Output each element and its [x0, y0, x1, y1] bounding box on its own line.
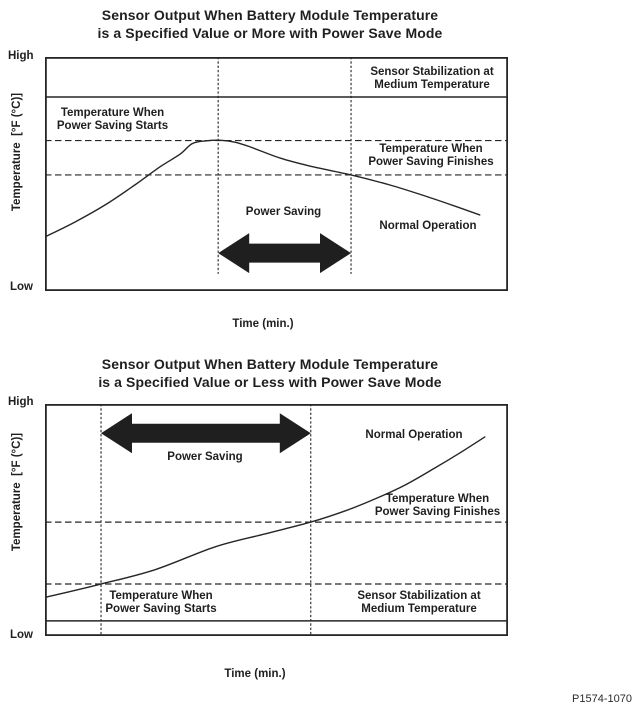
power-saving-arrow [218, 233, 351, 273]
power-saving-arrow [101, 413, 311, 453]
chart2-y-low-label: Low [10, 629, 33, 641]
chart1-label-sensor-stabilization [357, 66, 507, 91]
chart2-plot-area [45, 404, 508, 636]
chart2-starts-line1: Temperature When [109, 590, 213, 602]
chart1-stabilization-line2: Medium Temperature [374, 78, 490, 91]
chart2-x-axis-title: Time (min.) [224, 668, 286, 680]
chart1-y-high-label: High [8, 50, 34, 62]
chart1-stabilization-line1: Sensor Stabilization at [370, 66, 494, 78]
figure-part-number: P1574-1070 [572, 693, 632, 705]
chart1-x-axis-title: Time (min.) [232, 318, 294, 330]
chart2-y-high-label: High [8, 396, 34, 408]
chart1-finishes-line2: Power Saving Finishes [368, 155, 494, 168]
chart2-starts-line2: Power Saving Starts [105, 602, 217, 615]
chart1-y-low-label: Low [10, 281, 33, 293]
chart2-label-power-saving-finishes [362, 493, 513, 518]
chart2-title-line1: Sensor Output When Battery Module Temperature [101, 356, 439, 372]
chart1-title-line2: is a Specified Value or More with Power Save Mode [97, 24, 443, 41]
chart2-finishes-line2: Power Saving Finishes [374, 505, 501, 518]
chart2-y-axis-title: Temperature [°F (°C)] [11, 432, 23, 552]
chart2-title [40, 356, 500, 391]
chart2-label-sensor-stabilization [344, 590, 494, 615]
chart1-starts-line1: Temperature When [60, 107, 165, 119]
chart1-y-axis-title: Temperature [°F (°C)] [11, 92, 23, 212]
chart2-stabilization-line1: Sensor Stabilization at [357, 590, 481, 602]
chart1-label-normal-operation: Normal Operation [379, 220, 477, 232]
chart1-title-line1: Sensor Output When Battery Module Temperature [101, 7, 439, 23]
chart1-finishes-line1: Temperature When [379, 143, 483, 155]
chart2-label-power-saving: Power Saving [167, 451, 243, 463]
chart2-stabilization-line2: Medium Temperature [361, 602, 477, 615]
chart2-title-line2: is a Specified Value or Less with Power Save Mode [98, 373, 442, 390]
chart1-plot-area [45, 57, 508, 291]
chart1-label-power-saving-starts [45, 107, 180, 132]
chart2-label-power-saving-starts [86, 590, 236, 615]
chart2-finishes-line1: Temperature When [385, 493, 490, 505]
chart1-label-power-saving-finishes [356, 143, 506, 168]
chart1-starts-line2: Power Saving Starts [56, 119, 169, 132]
chart1-label-power-saving: Power Saving [245, 206, 322, 218]
chart1-plot-svg [45, 57, 508, 291]
chart1-title [40, 7, 500, 42]
chart2-label-normal-operation: Normal Operation [365, 429, 463, 441]
